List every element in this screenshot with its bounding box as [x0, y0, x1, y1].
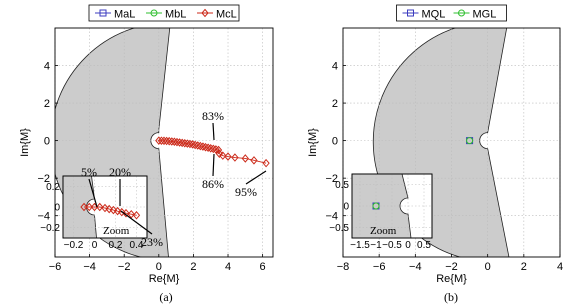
- y-tick-label: 0: [331, 135, 338, 148]
- x-tick-label: 0: [484, 261, 491, 273]
- y-tick-label: −4: [325, 210, 338, 223]
- inset-y-tick-label: −0.5: [329, 222, 349, 234]
- y-axis-label: Im{M}: [19, 128, 31, 157]
- x-tick-label: −2: [445, 261, 458, 273]
- inset-x-tick-label: 0.2: [108, 240, 123, 251]
- annotation-label: 20%: [109, 165, 131, 179]
- y-tick-label: 0: [43, 135, 50, 148]
- inset-x-tick-label: −1.5: [350, 240, 370, 251]
- legend: [397, 5, 507, 21]
- y-tick-label: −2: [37, 173, 50, 186]
- y-tick-label: 2: [331, 98, 338, 111]
- legend-entry: MGL: [472, 8, 497, 21]
- x-tick-label: 2: [520, 261, 527, 273]
- annotation-label: 23%: [141, 235, 163, 249]
- inset-x-tick-label: −1: [370, 240, 382, 251]
- x-tick-label: −2: [117, 261, 131, 273]
- inset-y-tick-label: 0: [54, 202, 60, 214]
- x-tick-label: 6: [259, 261, 266, 273]
- inset-zoom-label: Zoom: [103, 225, 130, 237]
- inset-x-tick-label: 0.5: [417, 240, 431, 251]
- chart-a: [19, 5, 273, 304]
- annotation-label: 86%: [202, 177, 224, 191]
- inset-y-tick-label: 0.2: [46, 181, 60, 193]
- panel-caption: (b): [444, 290, 458, 304]
- inset-y-tick-label: −0.2: [40, 223, 60, 235]
- inset-y-tick-label: 0: [343, 201, 349, 213]
- x-tick-label: −4: [83, 261, 96, 273]
- legend-entry: McL: [216, 8, 237, 21]
- x-tick-label: −6: [372, 261, 386, 273]
- annotation-label: 5%: [81, 165, 97, 179]
- y-tick-label: −4: [37, 210, 50, 223]
- y-tick-label: −2: [325, 173, 338, 186]
- x-tick-label: 0: [155, 261, 162, 273]
- legend: [89, 5, 239, 21]
- chart-b: [307, 5, 563, 304]
- y-tick-label: 4: [43, 60, 50, 73]
- x-tick-label: −8: [336, 261, 350, 273]
- annotation-label: 95%: [235, 185, 257, 199]
- y-tick-label: 2: [43, 98, 50, 111]
- x-tick-label: 4: [224, 261, 232, 273]
- inset-x-tick-label: −0.2: [63, 240, 84, 251]
- inset-x-tick-label: 0.4: [129, 240, 144, 251]
- x-axis-label: Re{M}: [436, 273, 467, 285]
- legend-entry: MbL: [165, 8, 187, 21]
- inset-x-tick-label: 0: [405, 240, 411, 251]
- legend-entry: MQL: [421, 8, 446, 21]
- x-axis-label: Re{M}: [148, 273, 180, 285]
- panel-caption: (a): [159, 290, 173, 304]
- annotation-label: 83%: [202, 109, 224, 123]
- x-tick-label: 4: [556, 261, 564, 273]
- y-axis-label: Im{M}: [307, 128, 319, 157]
- inset-zoom-label: Zoom: [370, 225, 397, 237]
- x-tick-label: −4: [409, 261, 422, 273]
- inset-x-tick-label: 0: [91, 240, 98, 251]
- x-tick-label: 2: [190, 261, 197, 273]
- x-tick-label: −6: [48, 261, 62, 273]
- y-tick-label: 4: [331, 60, 338, 73]
- inset-y-tick-label: 0.5: [335, 180, 349, 192]
- inset-x-tick-label: −0.5: [382, 240, 402, 251]
- legend-entry: MaL: [114, 8, 136, 21]
